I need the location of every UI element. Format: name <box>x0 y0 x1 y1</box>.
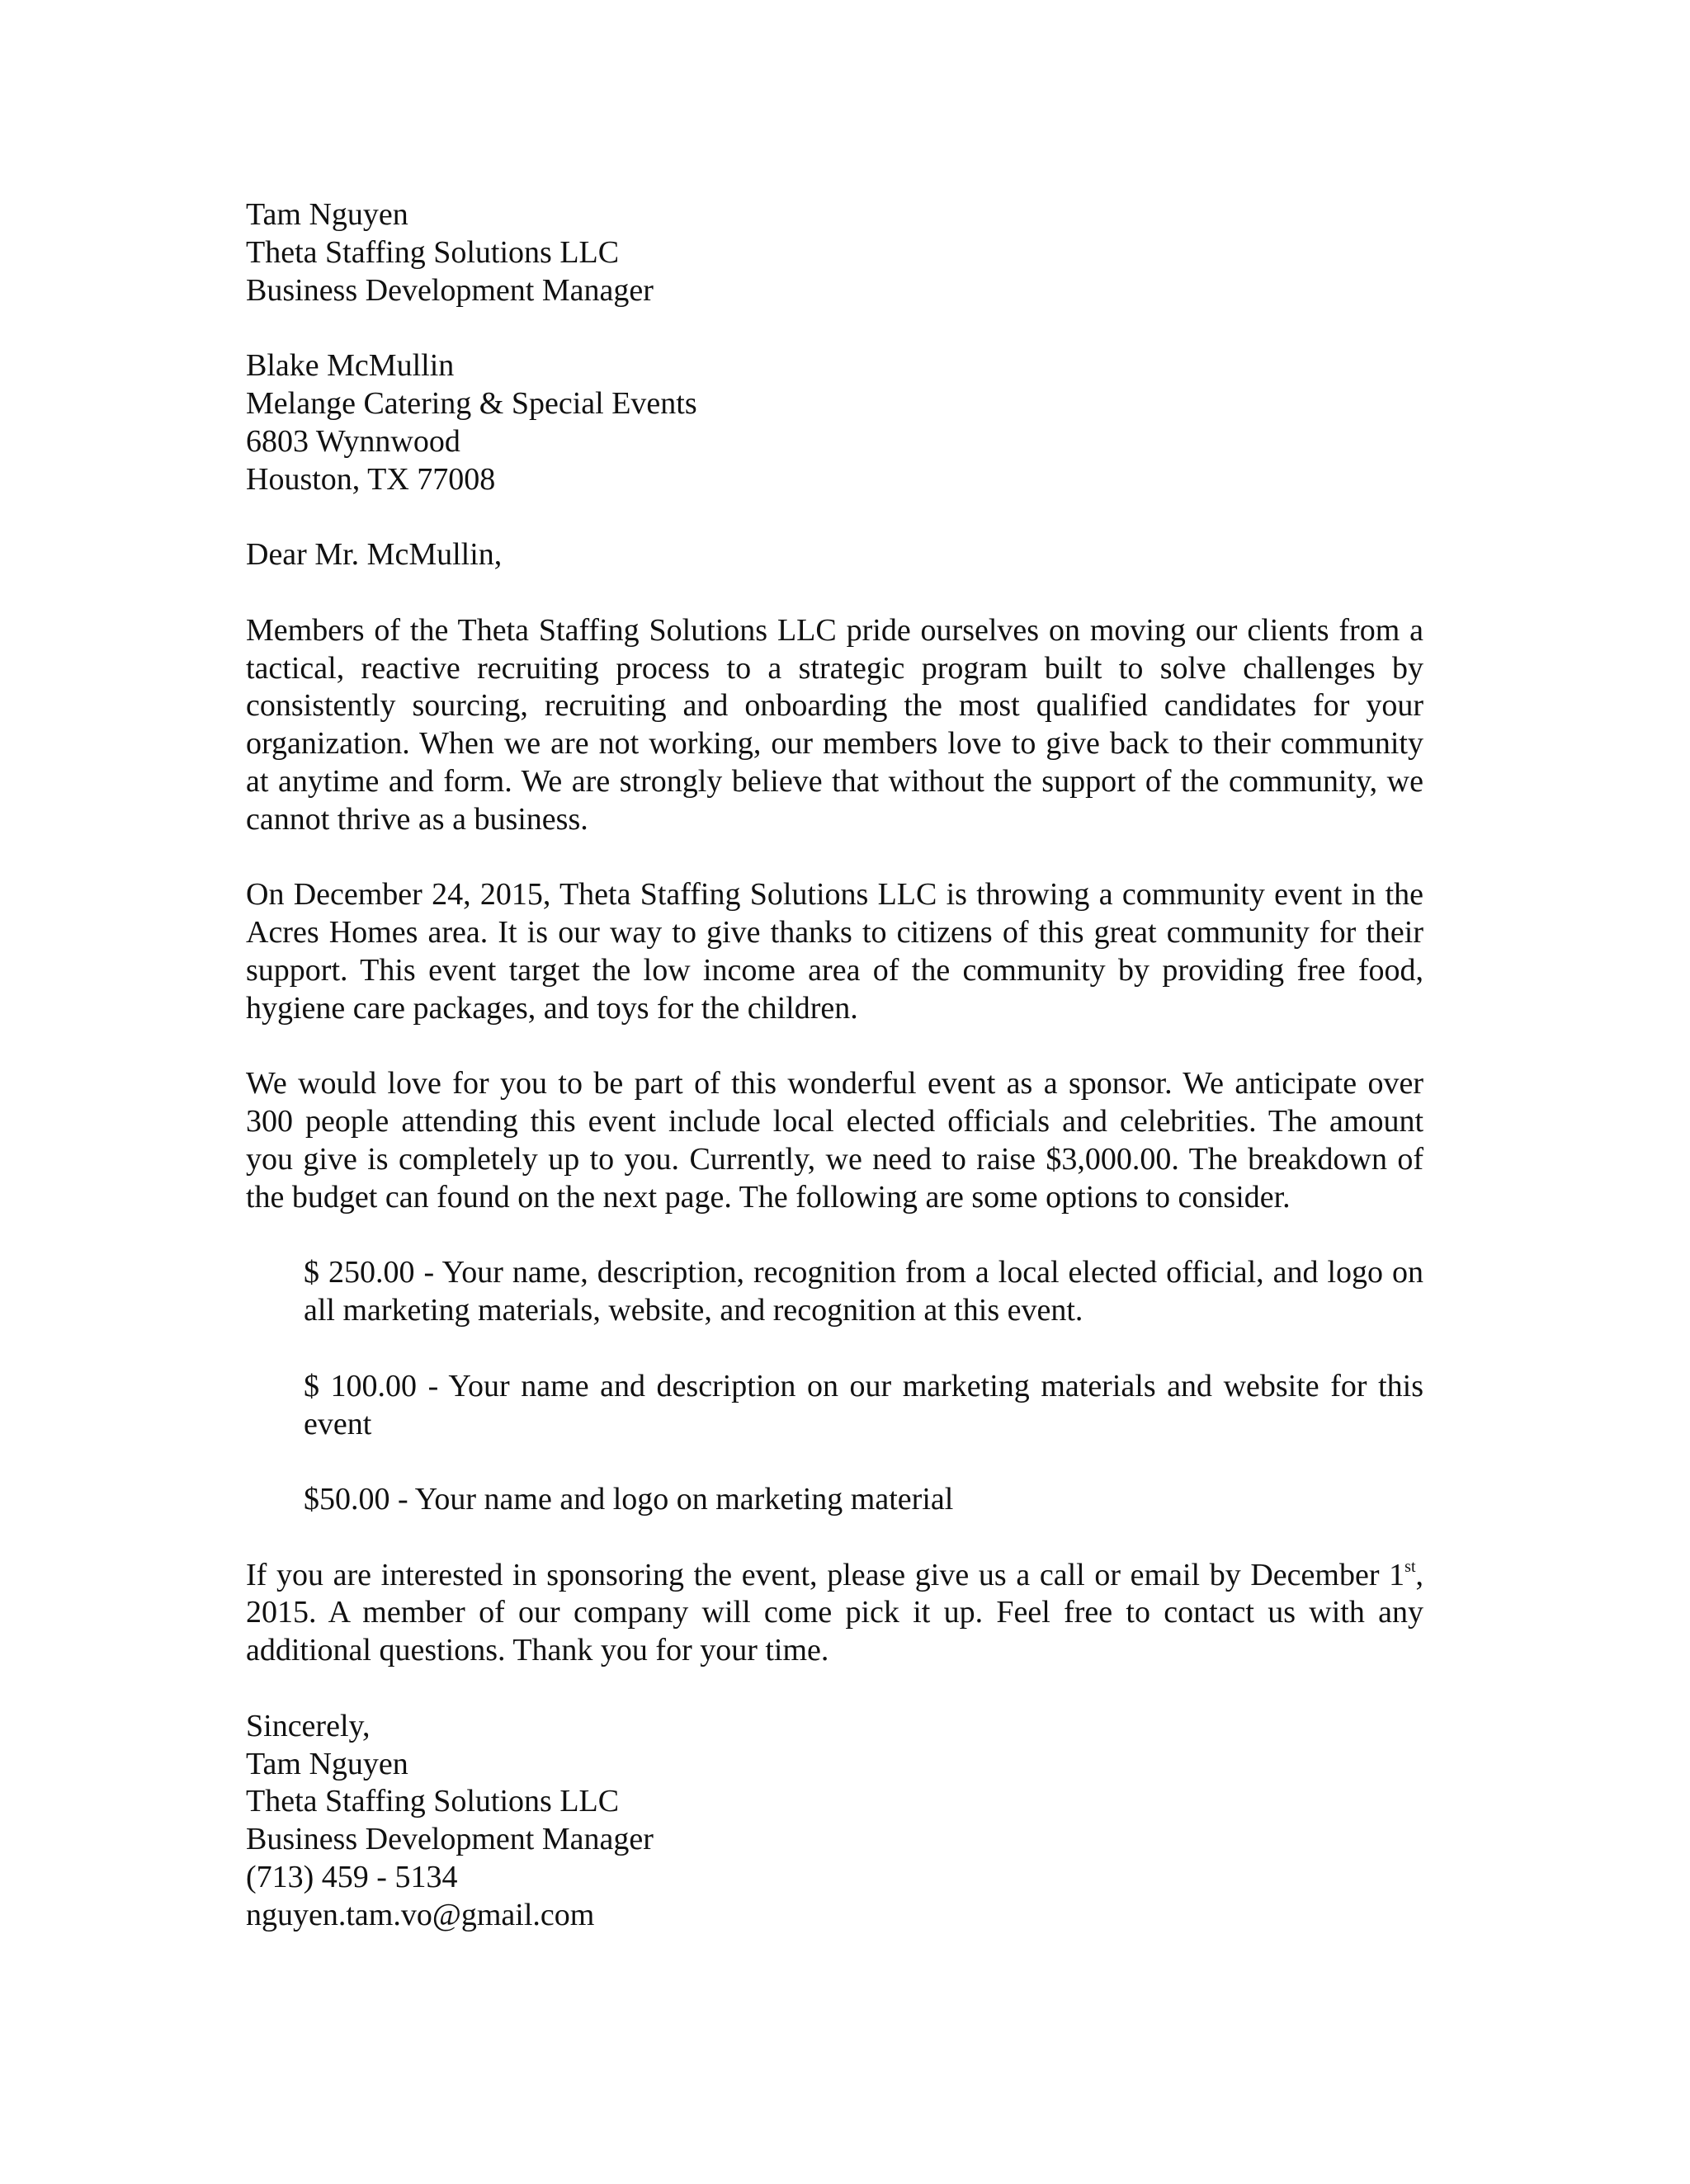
recipient-street: 6803 Wynnwood <box>246 423 460 459</box>
sender-name: Tam Nguyen <box>246 197 408 232</box>
signature-closing: Sincerely, <box>246 1708 371 1743</box>
body-paragraph-2: On December 24, 2015, Theta Staffing Solutions LLC is throwing a community event in the Acres Homes area. It is our way to give thanks to citizens of this great community for their support. This event target the low income area of the community by providing free food, hygiene care packages, and toys for the children. <box>246 877 1423 1026</box>
body-paragraph-3: We would love for you to be part of this wonderful event as a sponsor. We anticipate over 300 people attending this event include local elected officials and celebrities. The amount you give is completely up to you. Currently, we need to raise $3,000.00. The breakdown of the budget can found on the next page. The following are some options to consider. <box>246 1066 1423 1215</box>
recipient-city-state-zip: Houston, TX 77008 <box>246 461 496 497</box>
closing-paragraph <box>246 1557 1423 1670</box>
salutation: Dear Mr. McMullin, <box>246 537 503 573</box>
signature-title: Business Development Manager <box>246 1822 654 1857</box>
signature-email: nguyen.tam.vo@gmail.com <box>246 1897 595 1932</box>
signature-company: Theta Staffing Solutions LLC <box>246 1784 620 1819</box>
signature-name: Tam Nguyen <box>246 1746 408 1781</box>
sponsor-option-50: $50.00 - Your name and logo on marketing material <box>304 1482 954 1517</box>
letter-page <box>246 196 1423 1972</box>
recipient-block <box>246 347 1423 498</box>
sender-title: Business Development Manager <box>246 272 654 308</box>
signature-block <box>246 1708 1423 1935</box>
sender-block <box>246 196 1423 309</box>
sender-company: Theta Staffing Solutions LLC <box>246 234 620 270</box>
recipient-name: Blake McMullin <box>246 348 455 384</box>
sponsor-option-100: $ 100.00 - Your name and description on our marketing materials and website for this event <box>304 1368 1423 1441</box>
sponsor-option-250: $ 250.00 - Your name, description, recognition from a local elected official, and logo on all marketing materials, website, and recognition at this event. <box>304 1255 1423 1328</box>
ordinal-superscript: st <box>1404 1557 1416 1576</box>
closing-paragraph-part1: If you are interested in sponsoring the event, please give us a call or email by December 1 <box>246 1557 1405 1592</box>
recipient-company: Melange Catering & Special Events <box>246 385 697 421</box>
closing-paragraph-part2: , 2015. A member of our company will come pick it up. Feel free to contact us with any additional questions. Thank you for your time. <box>246 1557 1423 1668</box>
signature-phone: (713) 459 - 5134 <box>246 1860 458 1895</box>
body-paragraph-1: Members of the Theta Staffing Solutions LLC pride ourselves on moving our clients from a tactical, reactive recruiting process to a strategic program built to solve challenges by consistently sourcing, recruiting and onboarding the most qualified candidates for your organization. When we are not working, our members love to give back to their community at anytime and form. We are strongly believe that without the support of the community, we cannot thrive as a business. <box>246 612 1423 837</box>
